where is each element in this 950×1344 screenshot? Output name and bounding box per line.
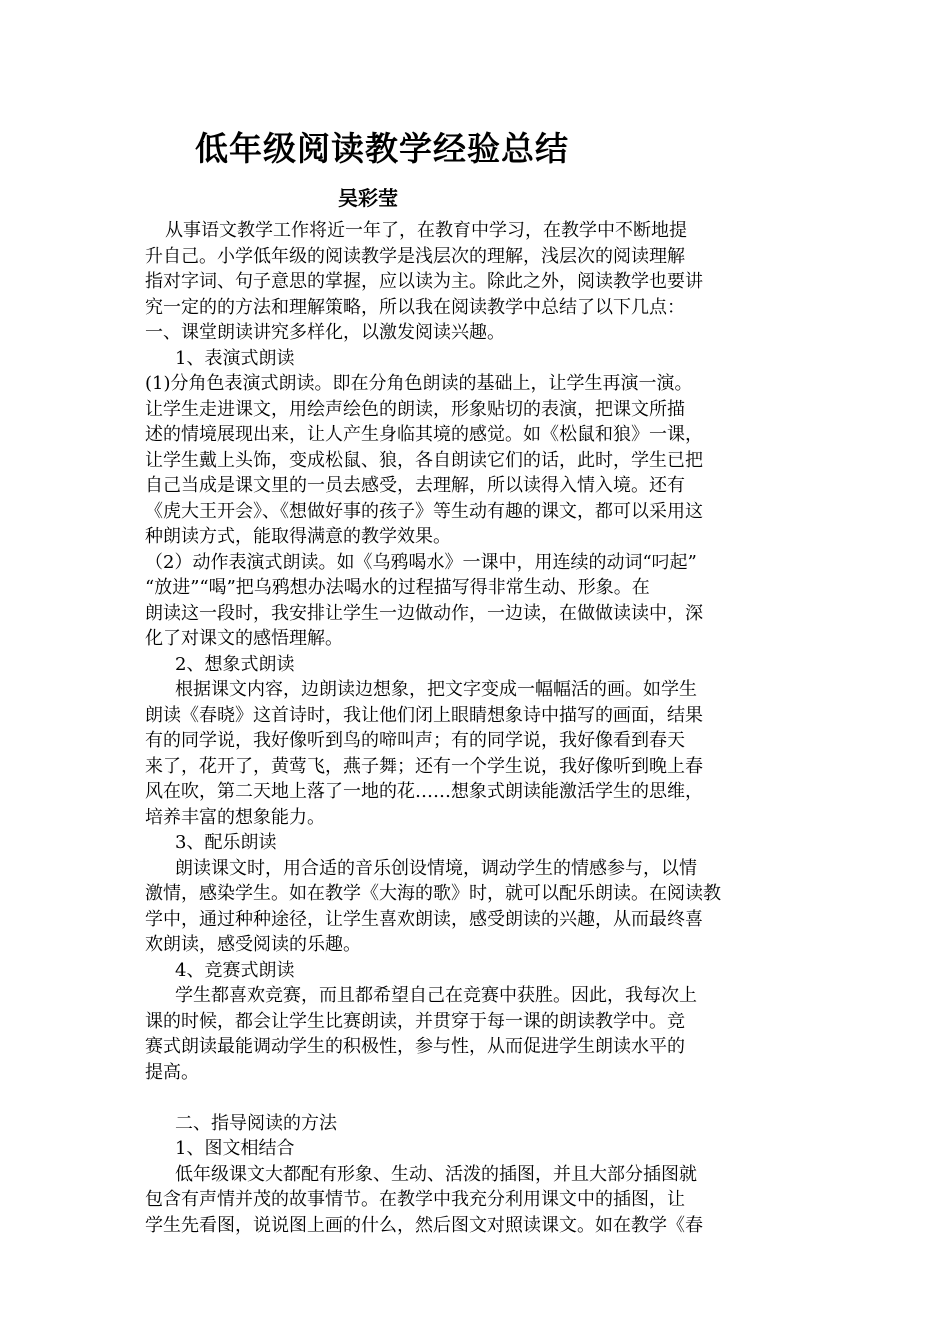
text-line: “放进”“喝”把乌鸦想办法喝水的过程描写得非常生动、形象。在 [145,577,650,598]
text-line: 学中，通过种种途径，让学生喜欢朗读，感受朗读的兴趣，从而最终喜 [145,908,703,930]
text-line: 学生先看图，说说图上画的什么，然后图文对照读课文。如在教学《春 [145,1214,703,1236]
text-line: 风在吹，第二天地上落了一地的花……想象式朗读能激活学生的思维， [145,781,703,802]
subsection-heading: 1、图文相结合 [175,1138,295,1159]
text-line: 朗读这一段时，我安排让学生一边做动作，一边读，在做做读读中，深 [145,602,703,624]
text-line: 朗读课文时，用合适的音乐创设情境，调动学生的情感参与，以情 [175,857,697,879]
text-line: 究一定的的方法和理解策略，所以我在阅读教学中总结了以下几点： [145,296,685,318]
text-line: 升自己。小学低年级的阅读教学是浅层次的理解，浅层次的阅读理解 [145,245,685,267]
section-heading: 一、课堂朗读讲究多样化，以激发阅读兴趣。 [145,322,505,343]
text-line: 课的时候，都会让学生比赛朗读，并贯穿于每一课的朗读教学中。竞 [145,1010,685,1032]
author-name: 吴彩莹 [338,186,398,210]
text-line: 欢朗读，感受阅读的乐趣。 [145,934,361,955]
subsection-heading: 1、表演式朗读 [175,347,295,369]
section-heading: 二、指导阅读的方法 [175,1112,337,1134]
text-line: 《虎大王开会》、《想做好事的孩子》等生动有趣的课文，都可以采用这 [145,500,703,522]
text-line: 学生都喜欢竞赛，而且都希望自己在竞赛中获胜。因此，我每次上 [175,985,697,1006]
body-text [145,218,810,1238]
text-line: 述的情境展现出来，让人产生身临其境的感觉。如《松鼠和狼》一课， [145,424,703,445]
text-line: 低年级课文大都配有形象、生动、活泼的插图，并且大部分插图就 [175,1163,697,1185]
text-line: 激情，感染学生。如在教学《大海的歌》时，就可以配乐朗读。在阅读教 [145,883,721,904]
text-line: 自己当成是课文里的一员去感受，去理解，所以读得入情入境。还有 [145,475,685,496]
blank-line [145,1085,810,1111]
text-line: (1)分角色表演式朗读。即在分角色朗读的基础上，让学生再演一演。 [145,373,693,394]
text-line: （2）动作表演式朗读。如《乌鸦喝水》一课中，用连续的动词“叼起” [145,551,697,573]
text-line: 化了对课文的感悟理解。 [145,628,343,649]
text-line: 提高。 [145,1061,199,1083]
text-line: 培养丰富的想象能力。 [145,806,325,828]
text-line: 指对字词、句子意思的掌握，应以读为主。除此之外，阅读教学也要讲 [145,271,703,292]
document-page [145,120,810,1238]
text-line: 来了，花开了，黄莺飞，燕子舞；还有一个学生说，我好像听到晚上春 [145,755,703,777]
text-line: 从事语文教学工作将近一年了，在教育中学习，在教学中不断地提 [165,220,687,241]
text-line: 种朗读方式，能取得满意的教学效果。 [145,526,451,547]
text-line: 包含有声情并茂的故事情节。在教学中我充分利用课文中的插图，让 [145,1189,685,1210]
subsection-heading: 4、竞赛式朗读 [175,959,295,981]
text-line: 根据课文内容，边朗读边想象，把文字变成一幅幅活的画。如学生 [175,679,697,700]
text-line: 朗读《春晓》这首诗时，我让他们闭上眼睛想象诗中描写的画面，结果 [145,704,703,726]
text-line: 有的同学说，我好像听到鸟的啼叫声；有的同学说，我好像看到春天 [145,730,685,751]
subsection-heading: 3、配乐朗读 [175,832,277,853]
document-title: 低年级阅读教学经验总结 [195,129,569,168]
text-line: 让学生走进课文，用绘声绘色的朗读，形象贴切的表演，把课文所描 [145,398,685,420]
text-line: 赛式朗读最能调动学生的积极性，参与性，从而促进学生朗读水平的 [145,1036,685,1057]
subsection-heading: 2、想象式朗读 [175,653,295,675]
text-line: 让学生戴上头饰，变成松鼠、狼，各自朗读它们的话，此时，学生已把 [145,449,703,471]
